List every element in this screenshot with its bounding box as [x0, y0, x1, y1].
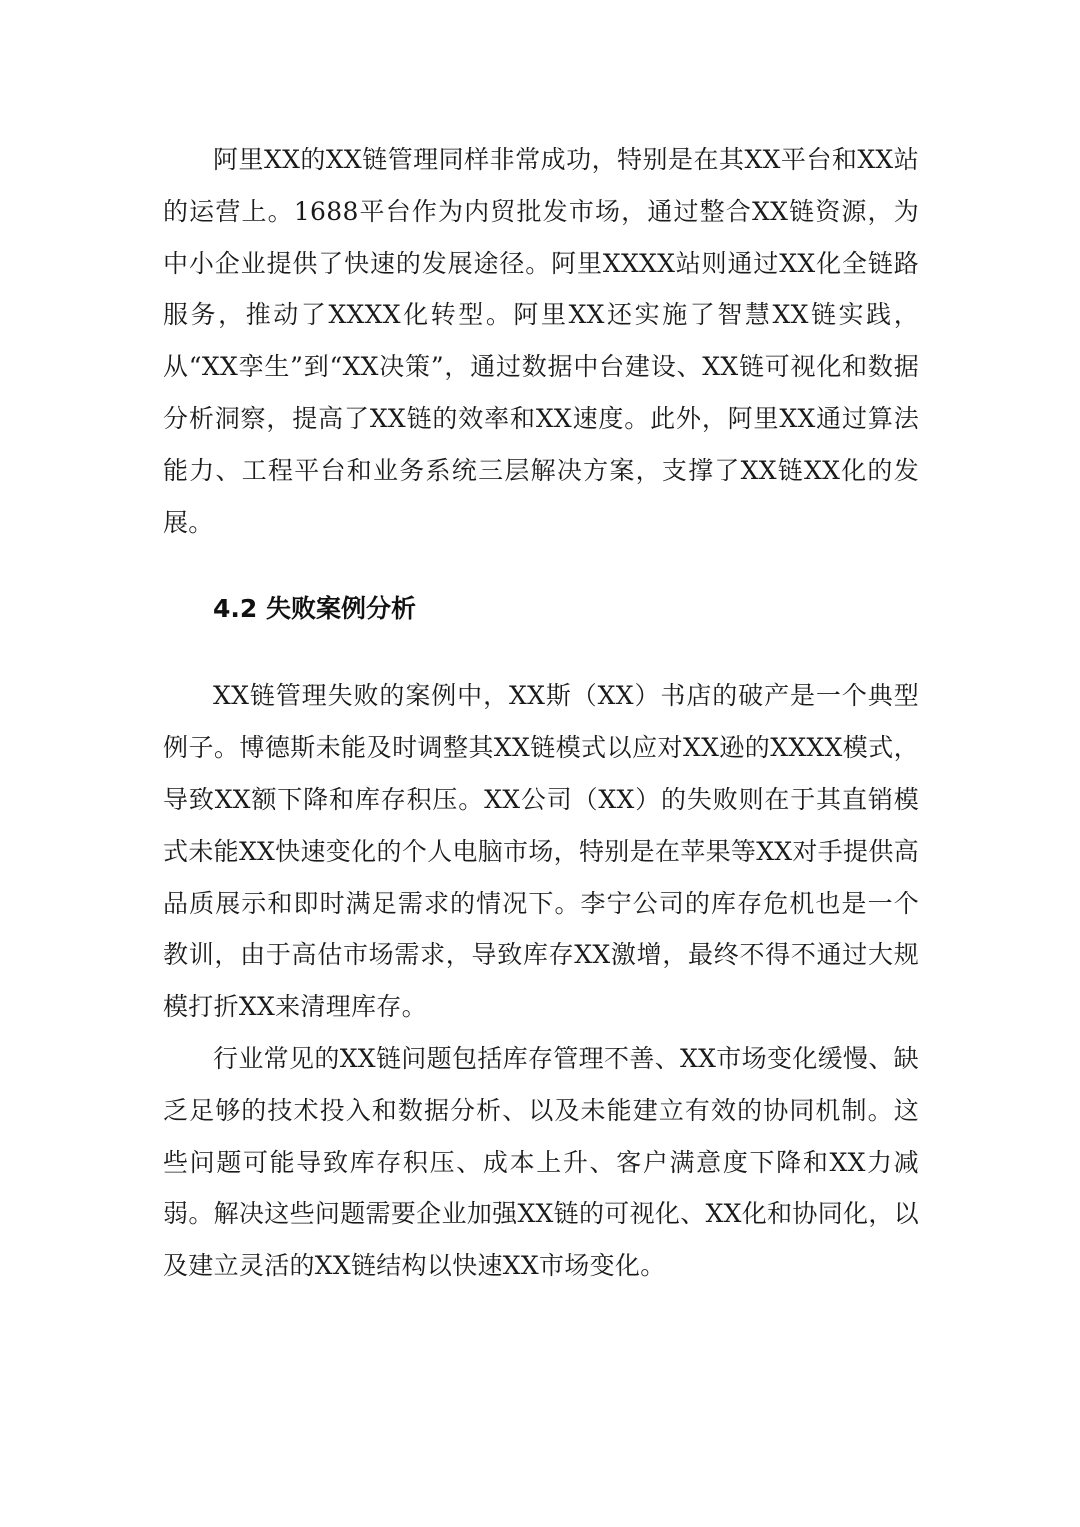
section-heading-failure-cases: 4.2 失败案例分析: [213, 594, 416, 624]
paragraph-common-issues: 行业常见的XX链问题包括库存管理不善、XX市场变化缓慢、缺乏足够的技术投入和数据分析、以及未能建立有效的协同机制。这些问题可能导致库存积压、成本上升、客户满意度下降和XX力减弱。解决这些问题需要企业加强XX链的可视化、XX化和协同化，以及建立灵活的XX链结构以快速XX市场变化。: [163, 1043, 919, 1281]
document-body: [163, 134, 919, 1292]
paragraph-alibaba-supply-chain: 阿里XX的XX链管理同样非常成功，特别是在其XX平台和XX站的运营上。1688平台作为内贸批发市场，通过整合XX链资源，为中小企业提供了快速的发展途径。阿里XXXX站则通过XX化全链路服务，推动了XXXX化转型。阿里XX还实施了智慧XX链实践，从“XX孪生”到“XX决策”，通过数据中台建设、XX链可视化和数据分析洞察，提高了XX链的效率和XX速度。此外，阿里XX通过算法能力、工程平台和业务系统三层解决方案，支撑了XX链XX化的发展。: [163, 145, 919, 537]
paragraph-failure-cases: XX链管理失败的案例中，XX斯（XX）书店的破产是一个典型例子。博德斯未能及时调整其XX链模式以应对XX逊的XXXX模式，导致XX额下降和库存积压。XX公司（XX）的失败则在于其直销模式未能XX快速变化的个人电脑市场，特别是在苹果等XX对手提供高品质展示和即时满足需求的情况下。李宁公司的库存危机也是一个教训，由于高估市场需求，导致库存XX激增，最终不得不通过大规模打折XX来清理库存。: [163, 681, 919, 1022]
